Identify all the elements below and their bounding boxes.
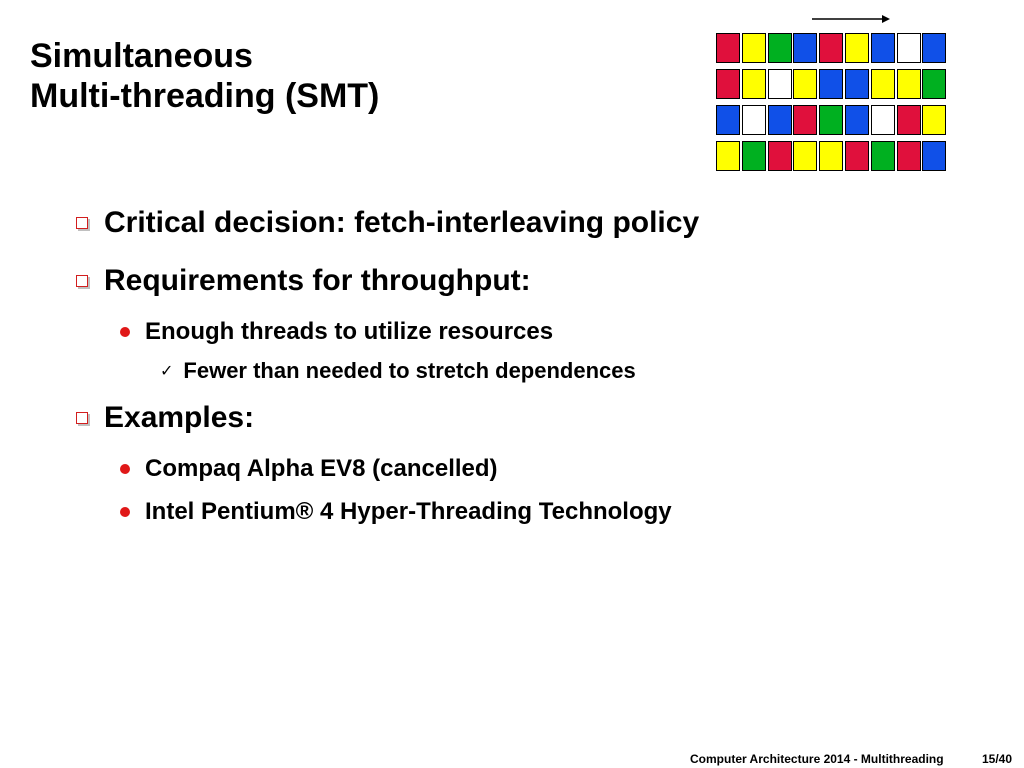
- issue-slot-green: [742, 141, 766, 171]
- issue-slot-blue: [793, 33, 817, 63]
- issue-slot-blue: [922, 141, 946, 171]
- time-arrow-icon: [812, 12, 892, 26]
- issue-slot-empty: [768, 69, 792, 99]
- issue-slot-empty: [742, 105, 766, 135]
- issue-slot-yellow: [742, 69, 766, 99]
- issue-slot-blue: [871, 33, 895, 63]
- issue-slot-empty: [897, 33, 921, 63]
- issue-slot-green: [922, 69, 946, 99]
- checkmark-bullet-icon: ✓: [160, 363, 174, 380]
- issue-slot-red: [768, 141, 792, 171]
- issue-slot-red: [845, 141, 869, 171]
- bullet-level1: [76, 206, 699, 240]
- issue-slot-yellow: [845, 33, 869, 63]
- issue-slot-grid: [716, 33, 948, 177]
- issue-slot-blue: [819, 69, 843, 99]
- slide-title-line-1: Simultaneous: [30, 37, 253, 75]
- bullet-text: Enough threads to utilize resources: [145, 318, 554, 345]
- issue-slot-blue: [845, 105, 869, 135]
- bullet-level1: [76, 401, 254, 435]
- issue-slot-yellow: [819, 141, 843, 171]
- issue-slot-row: [716, 141, 948, 171]
- issue-slot-yellow: [793, 141, 817, 171]
- bullet-text: Requirements for throughput:: [104, 264, 531, 297]
- issue-slot-red: [793, 105, 817, 135]
- dot-bullet-icon: [120, 327, 130, 337]
- issue-slot-yellow: [742, 33, 766, 63]
- bullet-text: Intel Pentium® 4 Hyper-Threading Technology: [145, 498, 672, 525]
- slide-title-line-2: Multi-threading (SMT): [30, 77, 380, 115]
- bullet-text: Critical decision: fetch-interleaving policy: [104, 206, 700, 239]
- issue-slot-blue: [845, 69, 869, 99]
- dot-bullet-icon: [120, 507, 130, 517]
- issue-slot-empty: [871, 105, 895, 135]
- issue-slot-red: [897, 105, 921, 135]
- issue-slot-row: [716, 105, 948, 135]
- issue-slot-red: [897, 141, 921, 171]
- issue-slot-green: [871, 141, 895, 171]
- square-bullet-icon: [76, 275, 88, 287]
- slide-title: [30, 36, 379, 116]
- square-bullet-icon: [76, 217, 88, 229]
- issue-slot-yellow: [897, 69, 921, 99]
- footer-course-title: Computer Architecture 2014 - Multithreading: [690, 752, 944, 766]
- page-number: 15/40: [982, 752, 1013, 766]
- bullet-level2: [120, 318, 553, 346]
- bullet-text: Examples:: [104, 401, 255, 434]
- issue-slot-red: [716, 33, 740, 63]
- bullet-level3: [160, 358, 636, 384]
- issue-slot-blue: [922, 33, 946, 63]
- issue-slot-green: [768, 33, 792, 63]
- bullet-text: Compaq Alpha EV8 (cancelled): [145, 455, 498, 482]
- issue-slot-row: [716, 33, 948, 63]
- bullet-level2: [120, 498, 672, 526]
- issue-slot-yellow: [922, 105, 946, 135]
- issue-slot-red: [819, 33, 843, 63]
- square-bullet-icon: [76, 412, 88, 424]
- issue-slot-blue: [768, 105, 792, 135]
- bullet-level1: [76, 264, 531, 298]
- issue-slot-row: [716, 69, 948, 99]
- dot-bullet-icon: [120, 464, 130, 474]
- issue-slot-yellow: [716, 141, 740, 171]
- issue-slot-red: [716, 69, 740, 99]
- issue-slot-blue: [716, 105, 740, 135]
- issue-slot-green: [819, 105, 843, 135]
- issue-slot-yellow: [871, 69, 895, 99]
- issue-slot-yellow: [793, 69, 817, 99]
- bullet-text: Fewer than needed to stretch dependences: [183, 358, 636, 383]
- bullet-level2: [120, 455, 498, 483]
